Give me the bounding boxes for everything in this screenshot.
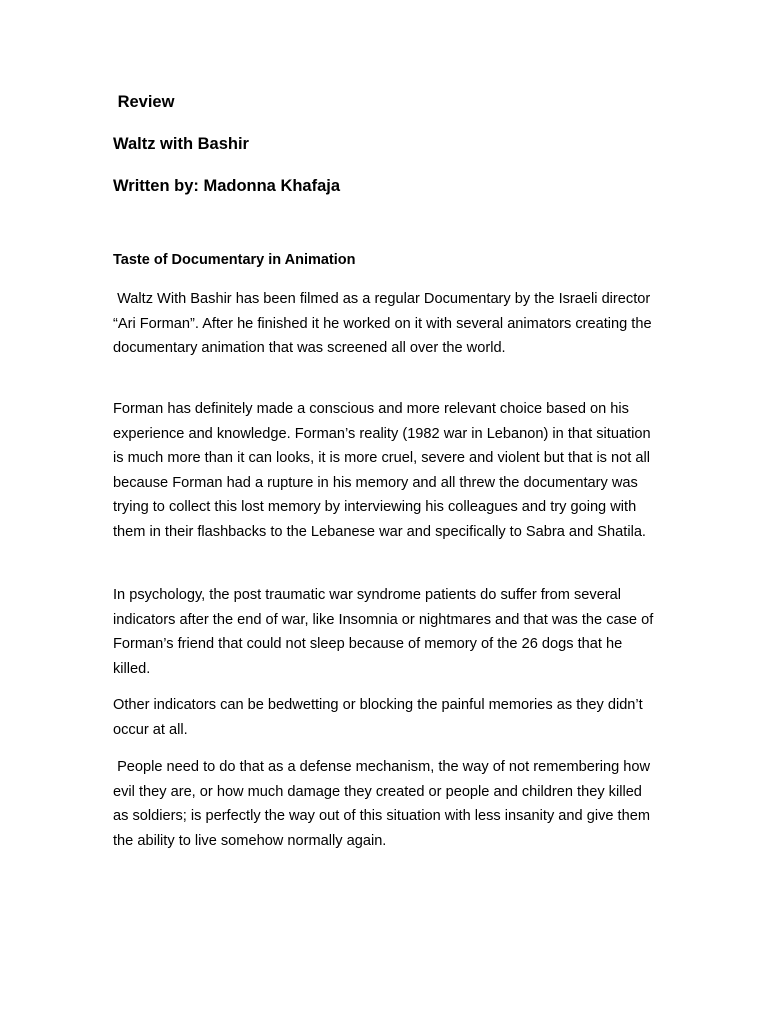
author-byline: Written by: Madonna Khafaja	[113, 177, 341, 195]
review-label: Review	[113, 93, 175, 111]
document-title: Waltz with Bashir	[113, 135, 249, 153]
body-paragraph-5: People need to do that as a defense mechanism, the way of not remembering how evil they are, or how much damage they created or people and children they killed as soldiers; is perfectly the way out of this situation with less insanity and give them the ability to live somehow normally again.	[113, 759, 655, 849]
section-title: Taste of Documentary in Animation	[113, 252, 356, 268]
body-paragraph-2: Forman has definitely made a conscious and more relevant choice based on his experience and knowledge. Forman’s reality (1982 war in Lebanon) in that situation is much more than it can looks, it is more cruel, severe and violent but that is not all because Forman had a rupture in his memory and all threw the documentary was trying to collect this lost memory by interviewing his colleagues and try going with them in their flashbacks to the Lebanese war and specifically to Sabra and Shatila.	[113, 401, 651, 540]
body-paragraph-4: Other indicators can be bedwetting or blocking the painful memories as they didn’t occur at all.	[113, 697, 643, 738]
body-paragraph-1: Waltz With Bashir has been filmed as a regular Documentary by the Israeli director “Ari Forman”. After he finished it he worked on it with several animators creating the documentary animation that was screened all over the world.	[113, 291, 656, 356]
body-paragraph-3: In psychology, the post traumatic war syndrome patients do suffer from several indicators after the end of war, like Insomnia or nightmares and that was the case of Forman’s friend that could not sleep because of memory of the 26 dogs that he killed.	[113, 587, 654, 677]
